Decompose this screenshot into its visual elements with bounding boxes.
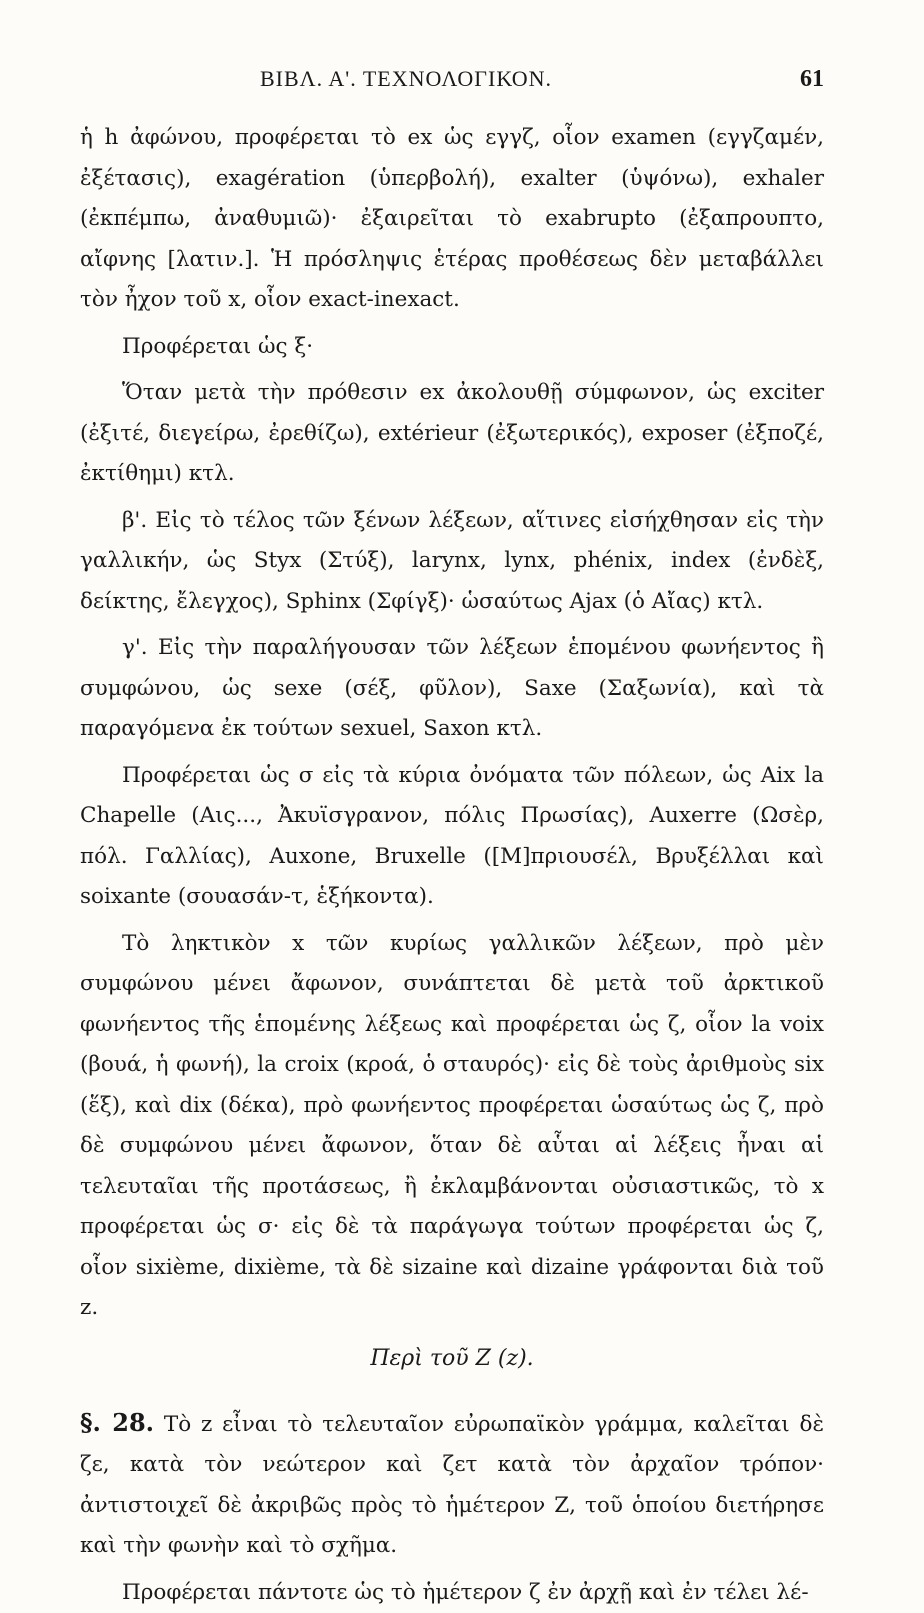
paragraph-number: §. 28. xyxy=(80,1408,154,1437)
paragraph-last-line: Προφέρεται πάντοτε ὡς τὸ ἡμέτερον ζ ἐν ἀρχῇ καὶ ἐν τέλει λέ- xyxy=(80,1573,824,1613)
paragraph-section-28 xyxy=(80,1403,824,1567)
paragraph-x-ex: ἡ h ἀφώνου, προφέρεται τὸ ex ὡς εγγζ, οἷον examen (εγγζαμέν, ἐξέτασις), exagération (ὑπερβολή), exalter (ὑψόνω), exhaler (ἐκπέμπω, ἀναθυμιῶ)· ἐξαιρεῖται τὸ exabrupto (ἐξαπρουπτο, αἴφνης [λατιν.]. Ἡ πρόσληψις ἑτέρας προθέσεως δὲν μεταβάλλει τὸν ἦχον τοῦ x, οἷον exact-inexact. xyxy=(80,118,824,321)
paragraph-rule-alpha: Ὅταν μετὰ τὴν πρόθεσιν ex ἀκολουθῇ σύμφωνον, ὡς exciter (ἐξιτέ, διεγείρω, ἐρεθίζω), extérieur (ἐξωτερικός), exposer (ἐξποζέ, ἐκτίθημι) κτλ. xyxy=(80,373,824,495)
section-heading: Περὶ τοῦ Z (z). xyxy=(80,1339,824,1379)
paragraph-final-x: Τὸ ληκτικὸν x τῶν κυρίως γαλλικῶν λέξεων, πρὸ μὲν συμφώνου μένει ἄφωνον, συνάπτεται δὲ μετὰ τοῦ ἀρκτικοῦ φωνήεντος τῆς ἑπομένης λέξεως καὶ προφέρεται ὡς ζ, οἷον la voix (βουά, ἡ φωνή), la croix (κροά, ὁ σταυρός)· εἰς δὲ τοὺς ἀριθμοὺς six (ἕξ), καὶ dix (δέκα), πρὸ φωνήεντος προφέρεται ὡσαύτως ὡς ζ, πρὸ δὲ συμφώνου μένει ἄφωνον, ὅταν δὲ αὗται αἱ λέξεις ἦναι αἱ τελευταῖαι τῆς προτάσεως, ἢ ἐκλαμβάνονται οὐσιαστικῶς, τὸ x προφέρεται ὡς σ· εἰς δὲ τὰ παράγωγα τούτων προφέρεται ὡς ζ, οἷον sixième, dixième, τὰ δὲ sizaine καὶ dizaine γράφονται διὰ τοῦ z. xyxy=(80,924,824,1329)
paragraph-rule-beta: β'. Εἰς τὸ τέλος τῶν ξένων λέξεων, αἵτινες εἰσήχθησαν εἰς τὴν γαλλικήν, ὡς Styx (Στύξ), larynx, lynx, phénix, index (ἐνδὲξ, δείκτης, ἔλεγχος), Sphinx (Σφίγξ)· ὡσαύτως Ajax (ὁ Αἴας) κτλ. xyxy=(80,501,824,623)
paragraph-section-text: Τὸ z εἶναι τὸ τελευταῖον εὐρωπαϊκὸν γράμμα, καλεῖται δὲ ζε, κατὰ τὸν νεώτερον καὶ ζετ κατὰ τὸν ἀρχαῖον τρόπον· ἀντιστοιχεῖ δὲ ἀκριβῶς πρὸς τὸ ἡμέτερον Ζ, τοῦ ὁποίου διετήρησε καὶ τὴν φωνὴν καὶ τὸ σχῆμα. xyxy=(80,1412,824,1559)
paragraph-pronounced-ks: Προφέρεται ὡς ξ· xyxy=(80,327,824,368)
paragraph-pronounced-s: Προφέρεται ὡς σ εἰς τὰ κύρια ὀνόματα τῶν πόλεων, ὡς Aix la Chapelle (Αις..., Ἀκυϊσγρανον, πόλις Πρωσίας), Auxerre (Ωσὲρ, πόλ. Γαλλίας), Auxone, Bruxelle ([Μ]πριουσέλ, Βρυξέλλαι καὶ soixante (σουασάν-τ, ἑξήκοντα). xyxy=(80,756,824,918)
page-number: 61 xyxy=(800,66,824,93)
running-title: ΒΙΒΛ. Α'. ΤΕΧΝΟΛΟΓΙΚΟΝ. xyxy=(260,66,552,92)
running-head xyxy=(80,62,824,102)
paragraph-rule-gamma: γ'. Εἰς τὴν παραλήγουσαν τῶν λέξεων ἑπομένου φωνήεντος ἢ συμφώνου, ὡς sexe (σέξ, φῦλον), Saxe (Σαξωνία), καὶ τὰ παραγόμενα ἐκ τούτων sexuel, Saxon κτλ. xyxy=(80,628,824,750)
